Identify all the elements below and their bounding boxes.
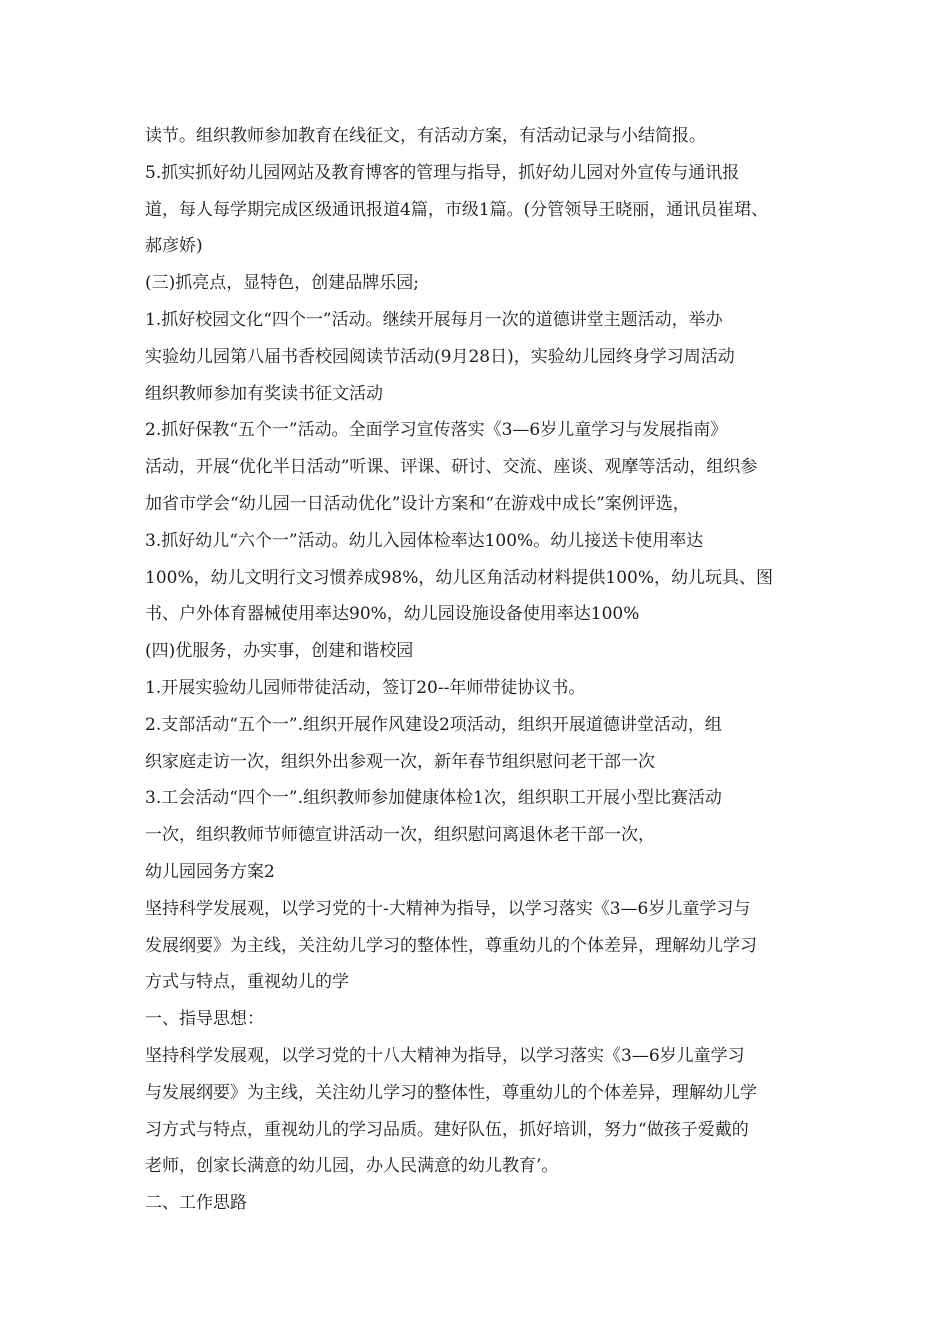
text-line: 坚持科学发展观，以学习党的十八大精神为指导，以学习落实《3—6岁儿童学习: [145, 1045, 745, 1066]
text-line: 读节。组织教师参加教育在线征文，有活动方案，有活动记录与小结简报。: [145, 126, 706, 146]
text-line: 坚持科学发展观，以学习党的十-大精神为指导，以学习落实《3—6岁儿童学习与: [145, 898, 751, 919]
text-line: 实验幼儿园第八届书香校园阅读节活动(9月28日)，实验幼儿园终身学习周活动: [145, 346, 735, 367]
document-body: [145, 118, 813, 1222]
text-line: 习方式与特点，重视幼儿的学习品质。建好队伍，抓好培训，努力“做孩子爱戴的: [145, 1119, 749, 1140]
text-line: 3.抓好幼儿“六个一”活动。幼儿入园体检率达100%。幼儿接送卡使用率达: [145, 530, 704, 551]
section-heading: 一、指导思想：: [145, 1009, 264, 1030]
text-line: 活动，开展“优化半日活动”听课、评课、研讨、交流、座谈、观摩等活动，组织参: [145, 457, 758, 478]
text-line: 发展纲要》为主线，关注幼儿学习的整体性，尊重幼儿的个体差异，理解幼儿学习: [145, 935, 757, 956]
text-line: 1.开展实验幼儿园师带徒活动，签订20--年师带徒协议书。: [145, 677, 586, 698]
text-line: 与发展纲要》为主线，关注幼儿学习的整体性，尊重幼儿的个体差异，理解幼儿学: [145, 1082, 757, 1103]
section-heading: 二、工作思路: [145, 1193, 247, 1214]
text-line: 2.抓好保教“五个一”活动。全面学习宣传落实《3—6岁儿童学习与发展指南》: [145, 420, 728, 441]
text-line: 书、户外体育器械使用率达90%，幼儿园设施设备使用率达100%: [145, 604, 640, 625]
text-line: 组织教师参加有奖读书征文活动: [145, 383, 383, 404]
text-line: 加省市学会“幼儿园一日活动优化”设计方案和“在游戏中成长”案例评选，: [145, 493, 690, 514]
section-heading: (四)优服务，办实事，创建和谐校园: [145, 641, 414, 662]
text-line: 方式与特点，重视幼儿的学: [145, 972, 349, 993]
text-line: 3.工会活动“四个一”.组织教师参加健康体检1次，组织职工开展小型比赛活动: [145, 788, 722, 809]
text-line: 2.支部活动“五个一”.组织开展作风建设2项活动，组织开展道德讲堂活动，组: [145, 714, 722, 735]
section-heading: (三)抓亮点，显特色，创建品牌乐园;: [145, 273, 419, 294]
text-line: 织家庭走访一次，组织外出参观一次，新年春节组织慰问老干部一次: [145, 751, 655, 772]
text-line: 1.抓好校园文化“四个一”活动。继续开展每月一次的道德讲堂主题活动，举办: [145, 309, 723, 330]
document-title: 幼儿园园务方案2: [145, 861, 275, 882]
text-line: 郝彦娇): [145, 236, 203, 257]
text-line: 老师，创家长满意的幼儿园，办人民满意的幼儿教育’。: [145, 1156, 559, 1177]
text-line: 道，每人每学期完成区级通讯报道4篇，市级1篇。(分管领导王晓丽，通讯员崔珺、: [145, 199, 769, 220]
text-line: 一次，组织教师节师德宣讲活动一次，组织慰问离退休老干部一次，: [145, 825, 655, 846]
text-line: 100%，幼儿文明行文习惯养成98%，幼儿区角活动材料提供100%，幼儿玩具、图: [145, 567, 773, 588]
text-line: 5.抓实抓好幼儿园网站及教育博客的管理与指导，抓好幼儿园对外宣传与通讯报: [145, 162, 740, 183]
